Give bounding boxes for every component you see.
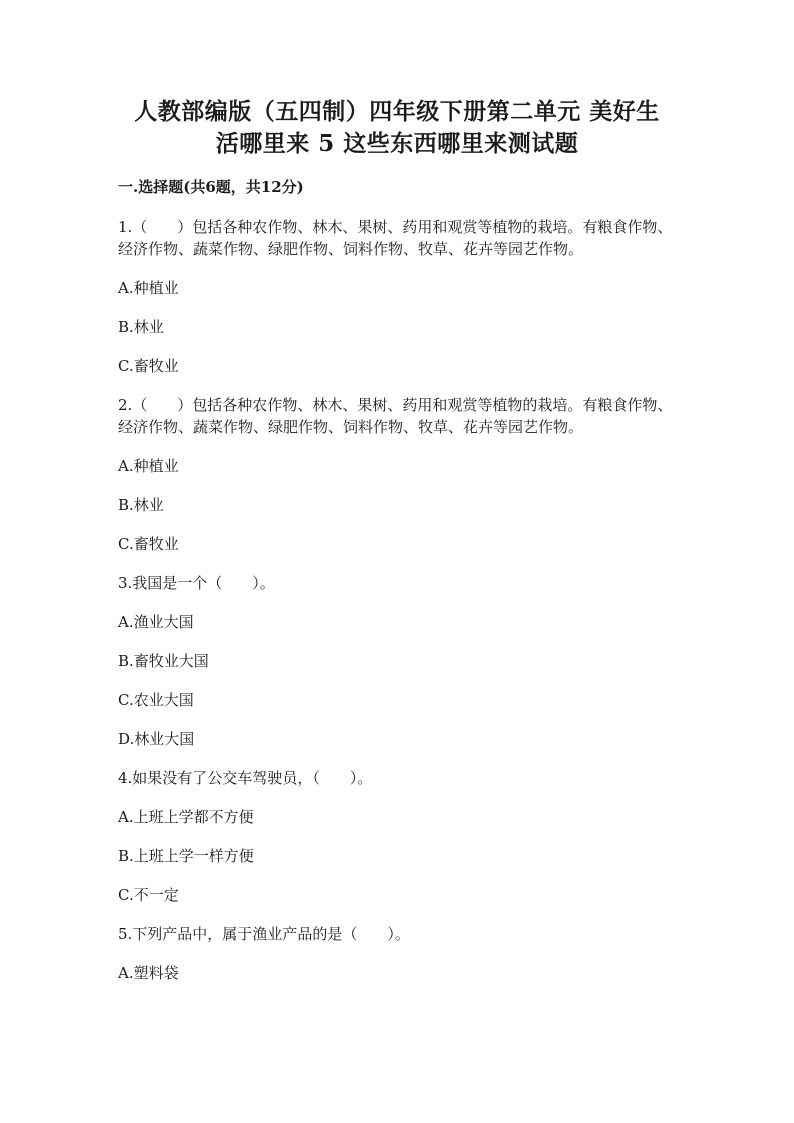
question-2 [118, 394, 678, 555]
option-a: A.上班上学都不方便 [118, 808, 254, 826]
question-stem: 2.（ ）包括各种农作物、林木、果树、药用和观赏等植物的栽培。有粮食作物、经济作物、蔬菜作物、绿肥作物、饲料作物、牧草、花卉等园艺作物。 [118, 396, 673, 436]
section-heading: 一.选择题(共6题，共12分) [118, 178, 304, 196]
question-4 [118, 767, 678, 906]
question-5 [118, 923, 678, 984]
question-stem: 1.（ ）包括各种农作物、林木、果树、药用和观赏等植物的栽培。有粮食作物、经济作物、蔬菜作物、绿肥作物、饲料作物、牧草、花卉等园艺作物。 [118, 218, 673, 258]
option-a: A.种植业 [118, 457, 179, 475]
option-a: A.塑料袋 [118, 964, 179, 982]
question-1 [118, 216, 678, 377]
option-a: A.渔业大国 [118, 613, 194, 631]
option-b: B.林业 [118, 318, 164, 336]
option-b: B.林业 [118, 496, 164, 514]
question-stem: 4.如果没有了公交车驾驶员，（ ）。 [118, 769, 373, 787]
option-a: A.种植业 [118, 279, 179, 297]
title-line-1: 人教部编版（五四制）四年级下册第二单元 美好生 [134, 98, 660, 125]
question-3 [118, 572, 678, 750]
option-c: C.畜牧业 [118, 357, 179, 375]
option-b: B.畜牧业大国 [118, 652, 209, 670]
question-list [118, 216, 678, 1001]
option-b: B.上班上学一样方便 [118, 847, 254, 865]
option-d: D.林业大国 [118, 730, 195, 748]
option-c: C.畜牧业 [118, 535, 179, 553]
document-title [100, 96, 694, 160]
question-stem: 3.我国是一个（ ）。 [118, 574, 275, 592]
option-c: C.不一定 [118, 886, 179, 904]
title-line-2: 活哪里来 5 这些东西哪里来测试题 [215, 130, 579, 157]
option-c: C.农业大国 [118, 691, 194, 709]
question-stem: 5.下列产品中，属于渔业产品的是（ ）。 [118, 925, 410, 943]
